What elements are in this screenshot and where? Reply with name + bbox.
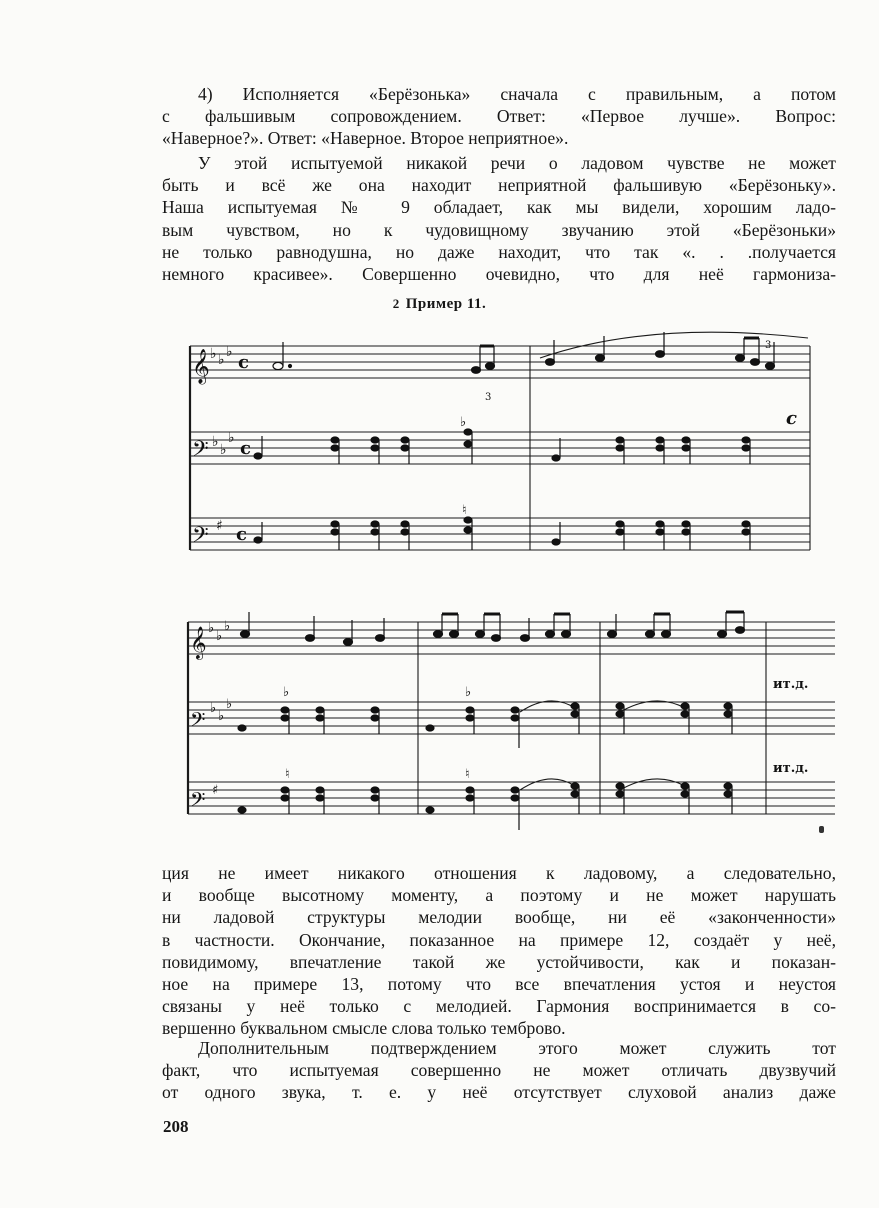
svg-text:𝄞: 𝄞 [192, 349, 210, 384]
paragraph-1 [162, 83, 836, 150]
svg-text:♮: ♮ [285, 767, 290, 782]
svg-text:♭: ♭ [226, 344, 233, 360]
triplet-number: 3 [485, 392, 492, 403]
svg-text:♭: ♭ [208, 621, 215, 636]
svg-text:c: c [786, 408, 797, 429]
text-line: «Наверное?». Ответ: «Наверное. Второе неприятное». [162, 128, 569, 149]
text-line: факт, что испытуемая совершенно не может отличать двузвучий [162, 1060, 836, 1081]
triplet-number: 3 [765, 340, 772, 351]
text-line: и вообще высотному моменту, а поэтому и не может нарушать [162, 885, 836, 906]
svg-text:♭: ♭ [212, 434, 219, 450]
text-line: в частности. Окончание, показанное на примере 12, создаёт у неё, [162, 929, 836, 950]
text-line: немного красивее». Совершенно очевидно, что для неё гармониза- [162, 263, 836, 284]
svg-text:♭: ♭ [218, 709, 225, 724]
text-line: связаны у неё только с мелодией. Гармония воспринимается в со- [162, 996, 836, 1017]
etc-label: ит.д. [773, 761, 809, 776]
svg-text:c: c [238, 352, 249, 373]
svg-text:♯: ♯ [212, 783, 219, 798]
svg-text:♭: ♭ [210, 701, 217, 716]
paragraph-2 [162, 152, 836, 285]
svg-text:♮: ♮ [465, 767, 470, 782]
svg-text:♮: ♮ [462, 503, 467, 518]
svg-text:𝄢: 𝄢 [190, 708, 206, 736]
svg-text:c: c [236, 524, 247, 545]
svg-text:♭: ♭ [224, 619, 231, 634]
page-number: 208 [163, 1117, 189, 1136]
svg-text:♭: ♭ [210, 346, 217, 362]
text-line: 4) Исполняется «Берёзонька» сначала с правильным, а потом [198, 84, 836, 104]
text-line: вым чувством, но к чудовищному звучанию этой «Берёзоньки» [162, 219, 836, 240]
text-line: Дополнительным подтверждением этого может служить тот [198, 1038, 836, 1058]
svg-text:♭: ♭ [216, 629, 223, 644]
text-line: ное на примере 13, потому что все впечатления устоя и неустоя [162, 973, 836, 994]
svg-text:𝄢: 𝄢 [190, 788, 206, 816]
svg-text:♭: ♭ [465, 685, 472, 700]
svg-text:♭: ♭ [220, 442, 227, 458]
paragraph-4 [162, 1037, 836, 1104]
example-caption-text: Пример 11. [405, 296, 487, 312]
music-score-system-2 [180, 608, 835, 844]
example-mark: 2 [392, 296, 400, 311]
text-line: вершенно буквальном смысле слова только темброво. [162, 1018, 566, 1039]
etc-label: ит.д. [773, 677, 809, 692]
svg-text:♭: ♭ [460, 415, 467, 430]
svg-text:♯: ♯ [216, 518, 223, 534]
svg-text:𝄢: 𝄢 [192, 437, 209, 467]
svg-text:♭: ♭ [228, 430, 235, 446]
text-line: не только равнодушна, но даже находит, что так «. . .получается [162, 241, 836, 262]
svg-text:♭: ♭ [226, 697, 233, 712]
svg-text:♭: ♭ [283, 685, 290, 700]
text-line: ни ладовой структуры мелодии вообще, ни её «законченности» [162, 907, 836, 928]
text-line: с фальшивым сопровождением. Ответ: «Первое лучше». Вопрос: [162, 106, 836, 127]
text-line: ция не имеет никакого отношения к ладовому, а следовательно, [162, 863, 836, 883]
svg-text:𝄞: 𝄞 [190, 626, 207, 659]
music-score-system-1 [180, 328, 820, 576]
text-line: Наша испытуемая № 9 обладает, как мы видели, хорошим ладо- [162, 197, 836, 218]
svg-text:♭: ♭ [218, 352, 225, 368]
svg-text:𝄢: 𝄢 [192, 523, 209, 553]
svg-text:c: c [240, 438, 251, 459]
paragraph-3 [162, 862, 836, 1040]
text-line: быть и всё же она находит неприятной фальшивую «Берёзоньку». [162, 175, 836, 196]
text-line: У этой испытуемой никакой речи о ладовом чувстве не может [198, 153, 836, 173]
example-caption [0, 296, 879, 313]
text-line: повидимому, впечатление такой же устойчивости, как и показан- [162, 951, 836, 972]
print-smudge [819, 826, 824, 833]
text-line: от одного звука, т. е. у неё отсутствует слуховой анализ даже [162, 1082, 836, 1103]
